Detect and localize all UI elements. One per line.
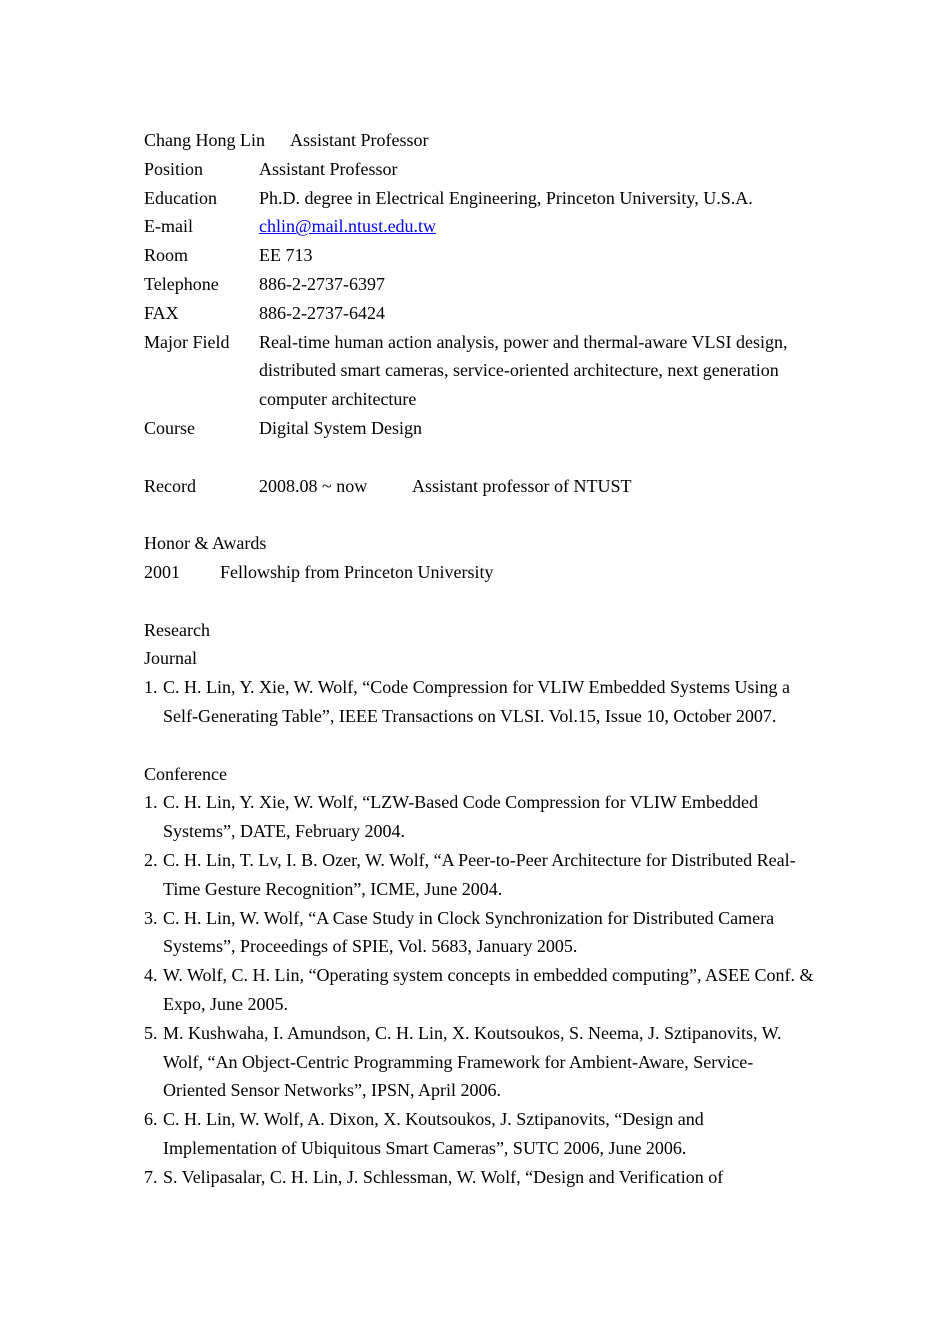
honors-heading: Honor & Awards [144,533,267,554]
reference-text: W. Wolf, C. H. Lin, “Operating system concepts in embedded computing”, ASEE Conf. & Expo, June 2005. [163,965,814,1014]
profile-row-fax [144,299,814,328]
honor-text: Fellowship from Princeton University [220,561,494,582]
profile-value: EE 713 [259,245,313,266]
profile-row-telephone [144,270,814,299]
profile-label: Telephone [144,273,219,294]
conference-list [144,788,814,1191]
reference-text: C. H. Lin, Y. Xie, W. Wolf, “Code Compression for VLIW Embedded Systems Using a Self-Generating Table”, IEEE Transactions on VLSI. Vol.15, Issue 10, October 2007. [163,677,791,726]
profile-label: Position [144,158,204,179]
profile-value: Real-time human action analysis, power and thermal-aware VLSI design, distributed smart cameras, service-oriented architecture, next generation computer architecture [259,331,788,410]
item-number: 3. [144,907,158,928]
profile-row-position [144,155,814,184]
profile-label: FAX [144,302,179,323]
reference-text: C. H. Lin, W. Wolf, A. Dixon, X. Koutsoukos, J. Sztipanovits, “Design and Implementation of Ubiquitous Smart Cameras”, SUTC 2006, June 2006. [163,1109,704,1158]
document-page [144,126,814,1191]
profile-row-education [144,184,814,213]
profile-row-room [144,241,814,270]
item-number: 1. [144,792,158,813]
profile-value: Ph.D. degree in Electrical Engineering, Princeton University, U.S.A. [259,187,753,208]
list-item [144,1019,814,1105]
journal-list [144,673,814,731]
item-number: 4. [144,965,158,986]
profile-label: Major Field [144,331,230,352]
item-number: 6. [144,1109,158,1130]
reference-text: C. H. Lin, T. Lv, I. B. Ozer, W. Wolf, “A Peer-to-Peer Architecture for Distributed Real-Time Gesture Recognition”, ICME, June 2004. [163,849,796,899]
email-link[interactable]: chlin@mail.ntust.edu.tw [259,216,437,237]
record-label: Record [144,475,196,496]
profile-value: Assistant Professor [259,158,398,179]
profile-label: E-mail [144,216,193,237]
header-line [144,126,814,155]
list-item [144,788,814,846]
list-item [144,961,814,1019]
reference-text: C. H. Lin, Y. Xie, W. Wolf, “LZW-Based Code Compression for VLIW Embedded Systems”, DATE, February 2004. [163,792,758,842]
reference-text: M. Kushwaha, I. Amundson, C. H. Lin, X. Koutsoukos, S. Neema, J. Sztipanovits, W. Wolf, “An Object-Centric Programming Framework for Ambient-Aware, Service-Oriented Sensor Networks”, IPSN, April 2006. [163,1022,782,1101]
journal-heading: Journal [144,648,197,669]
professor-name: Chang Hong Lin [144,130,265,150]
profile-row-major-field [144,328,814,414]
record-description: Assistant professor of NTUST [412,475,632,496]
conference-heading: Conference [144,763,227,784]
profile-value: 886-2-2737-6397 [259,273,385,294]
professor-title: Assistant Professor [290,130,429,150]
list-item [144,673,814,731]
profile-row-email [144,212,814,241]
item-number: 2. [144,849,158,870]
research-heading: Research [144,619,210,640]
profile-value: Digital System Design [259,417,422,438]
profile-label: Education [144,187,217,208]
profile-value: 886-2-2737-6424 [259,302,385,323]
item-number: 5. [144,1022,158,1043]
profile-row-course [144,414,814,443]
list-item [144,1105,814,1163]
item-number: 7. [144,1166,158,1187]
item-number: 1. [144,677,158,698]
profile-label: Course [144,417,195,438]
list-item [144,904,814,962]
profile-label: Room [144,245,189,266]
honor-item [144,558,814,587]
list-item [144,1163,814,1192]
reference-text: C. H. Lin, W. Wolf, “A Case Study in Clock Synchronization for Distributed Camera Systems”, Proceedings of SPIE, Vol. 5683, January 2005. [163,907,775,957]
record-row [144,472,814,501]
reference-text: S. Velipasalar, C. H. Lin, J. Schlessman, W. Wolf, “Design and Verification of [163,1166,724,1187]
list-item [144,846,814,904]
record-date: 2008.08 ~ now [259,475,368,496]
honor-year: 2001 [144,561,180,582]
